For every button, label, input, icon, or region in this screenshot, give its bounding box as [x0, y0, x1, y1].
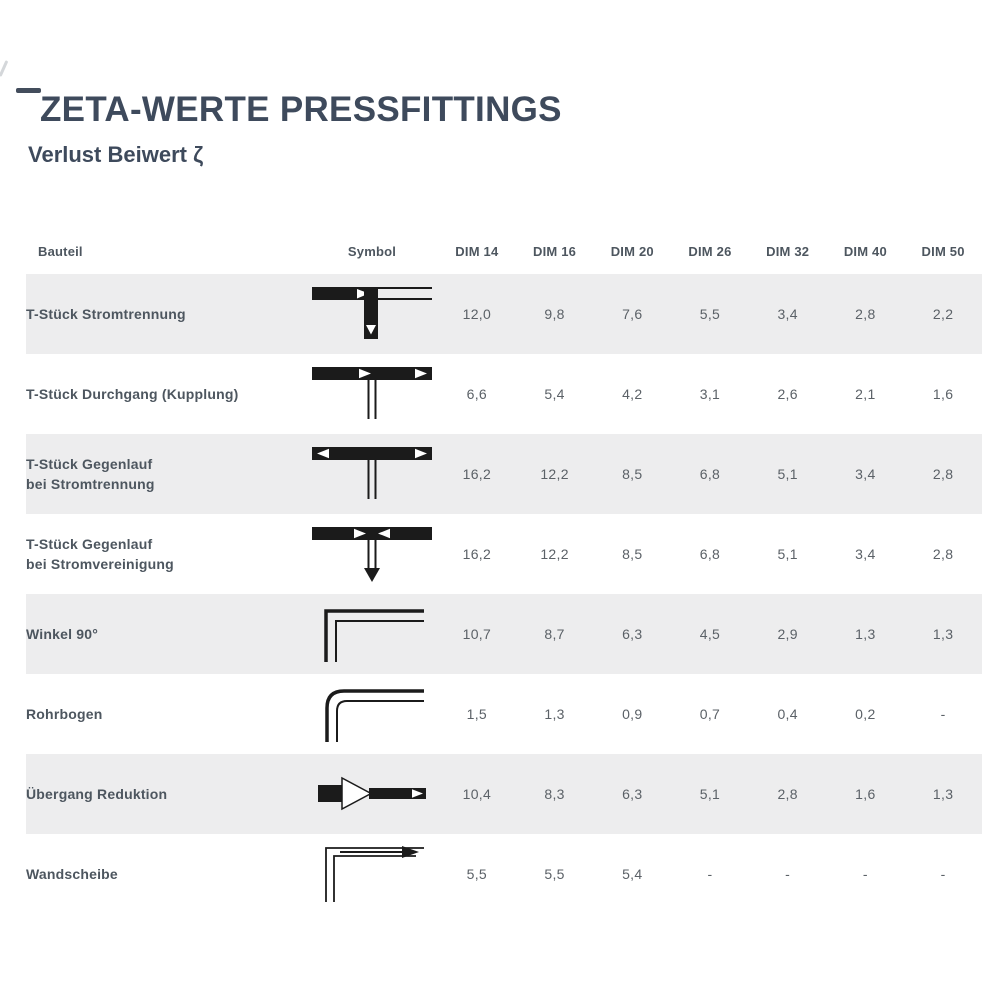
column-header-dim-26: DIM 26 [688, 243, 732, 259]
symbol-cell [306, 754, 438, 834]
zeta-value: 12,0 [462, 306, 492, 322]
column-header-dim-32: DIM 32 [766, 243, 810, 259]
symbol-cell [306, 354, 438, 434]
component-name-line: bei Stromtrennung [26, 476, 155, 492]
component-name [26, 834, 306, 914]
component-name-line: bei Stromvereinigung [26, 556, 174, 572]
table-row [26, 594, 982, 674]
zeta-value: 3,4 [777, 306, 798, 322]
table-body [26, 274, 982, 914]
column-header-symbol: Symbol [347, 243, 397, 259]
zeta-value: 1,3 [932, 626, 954, 642]
component-name [26, 514, 306, 594]
zeta-value: 6,8 [699, 466, 721, 482]
zeta-value: 2,8 [932, 466, 954, 482]
tee-counterflow-union-icon [312, 545, 432, 562]
component-name [26, 434, 306, 514]
component-name-line: T-Stück Stromtrennung [26, 305, 186, 322]
component-name-line: T-Stück Durchgang (Kupplung) [26, 385, 239, 402]
zeta-value: 16,2 [462, 546, 492, 562]
zeta-value: 12,2 [540, 546, 569, 562]
zeta-value: 1,3 [855, 626, 876, 642]
screenshot-artifact-dash [16, 88, 41, 93]
symbol-cell [306, 674, 438, 754]
table-row [26, 354, 982, 434]
zeta-value: - [785, 866, 791, 882]
zeta-value: 5,5 [699, 306, 721, 322]
column-header-bauteil: Bauteil [38, 243, 83, 259]
component-name [26, 354, 306, 434]
zeta-value: 8,7 [544, 626, 565, 642]
zeta-value: 16,2 [462, 466, 492, 482]
zeta-value: 4,2 [622, 386, 643, 402]
zeta-value: 10,7 [462, 626, 492, 642]
component-name [26, 754, 306, 834]
zeta-value: 1,6 [932, 386, 954, 402]
table-header-row [26, 228, 982, 274]
zeta-value: 6,6 [466, 386, 488, 402]
zeta-value: 2,8 [932, 546, 954, 562]
symbol-cell [306, 594, 438, 674]
page-title: ZETA-WERTE PRESSFITTINGS [40, 90, 562, 129]
zeta-value: 4,5 [699, 626, 721, 642]
zeta-value: 0,9 [622, 706, 643, 722]
zeta-value: 1,3 [544, 706, 565, 722]
zeta-value: - [940, 706, 946, 722]
zeta-value: 5,5 [466, 866, 488, 882]
pipe-bend-icon [312, 705, 432, 722]
zeta-value: 0,2 [855, 706, 876, 722]
column-header-dim-14: DIM 14 [455, 243, 499, 259]
zeta-value: 2,2 [932, 306, 954, 322]
reducer-transition-icon [312, 785, 432, 802]
zeta-value: 6,3 [622, 626, 643, 642]
zeta-value: 1,6 [855, 786, 876, 802]
zeta-value: 5,1 [699, 786, 721, 802]
symbol-cell [306, 434, 438, 514]
zeta-value: - [940, 866, 946, 882]
zeta-value: 1,3 [932, 786, 954, 802]
wall-plate-elbow-icon [312, 865, 432, 882]
zeta-value: 5,1 [777, 546, 798, 562]
component-name-line: Rohrbogen [26, 705, 103, 722]
symbol-cell [306, 274, 438, 354]
zeta-value: 2,6 [777, 386, 798, 402]
table-row [26, 434, 982, 514]
zeta-value: 1,5 [466, 706, 488, 722]
component-name [26, 594, 306, 674]
symbol-cell [306, 834, 438, 914]
column-header-dim-16: DIM 16 [533, 243, 577, 259]
zeta-value: 10,4 [462, 786, 492, 802]
component-name-line: Wandscheibe [26, 865, 118, 882]
zeta-value: 8,3 [544, 786, 565, 802]
zeta-value: - [862, 866, 868, 882]
zeta-value: - [707, 866, 713, 882]
zeta-value: 9,8 [544, 306, 565, 322]
zeta-value: 6,3 [622, 786, 643, 802]
zeta-value: 8,5 [622, 466, 643, 482]
component-name-line: T-Stück Gegenlauf [26, 455, 153, 472]
tee-passage-coupling-icon [312, 385, 432, 402]
zeta-value: 6,8 [699, 546, 721, 562]
column-header-dim-50: DIM 50 [921, 243, 965, 259]
component-name-line: Winkel 90° [26, 625, 99, 642]
component-name-line: T-Stück Gegenlauf [26, 535, 153, 552]
zeta-value: 5,5 [544, 866, 565, 882]
elbow-90-icon [312, 625, 432, 642]
component-name-line: Übergang Reduktion [26, 785, 168, 802]
column-header-dim-20: DIM 20 [610, 243, 654, 259]
tee-counterflow-separation-icon [312, 465, 432, 482]
zeta-value: 12,2 [540, 466, 569, 482]
zeta-value: 5,4 [622, 866, 643, 882]
zeta-value: 5,1 [777, 466, 798, 482]
zeta-value: 2,1 [855, 386, 876, 402]
zeta-value: 0,7 [699, 706, 721, 722]
zeta-value: 7,6 [622, 306, 643, 322]
symbol-cell [306, 514, 438, 594]
zeta-value: 3,1 [699, 386, 721, 402]
zeta-value: 0,4 [777, 706, 798, 722]
table-row [26, 754, 982, 834]
tee-flow-separation-icon [312, 305, 432, 322]
component-name [26, 274, 306, 354]
table-row [26, 674, 982, 754]
column-header-dim-40: DIM 40 [843, 243, 887, 259]
screenshot-artifact-curve [0, 60, 8, 77]
page-subtitle: Verlust Beiwert ζ [28, 142, 204, 167]
table-row [26, 514, 982, 594]
zeta-value: 3,4 [855, 466, 876, 482]
component-name [26, 674, 306, 754]
zeta-value: 2,9 [777, 626, 798, 642]
zeta-value: 2,8 [855, 306, 876, 322]
zeta-value: 5,4 [544, 386, 565, 402]
zeta-values-table [26, 228, 982, 914]
zeta-value: 2,8 [777, 786, 798, 802]
table-row [26, 274, 982, 354]
zeta-value: 3,4 [855, 546, 876, 562]
table-row [26, 834, 982, 914]
zeta-value: 8,5 [622, 546, 643, 562]
